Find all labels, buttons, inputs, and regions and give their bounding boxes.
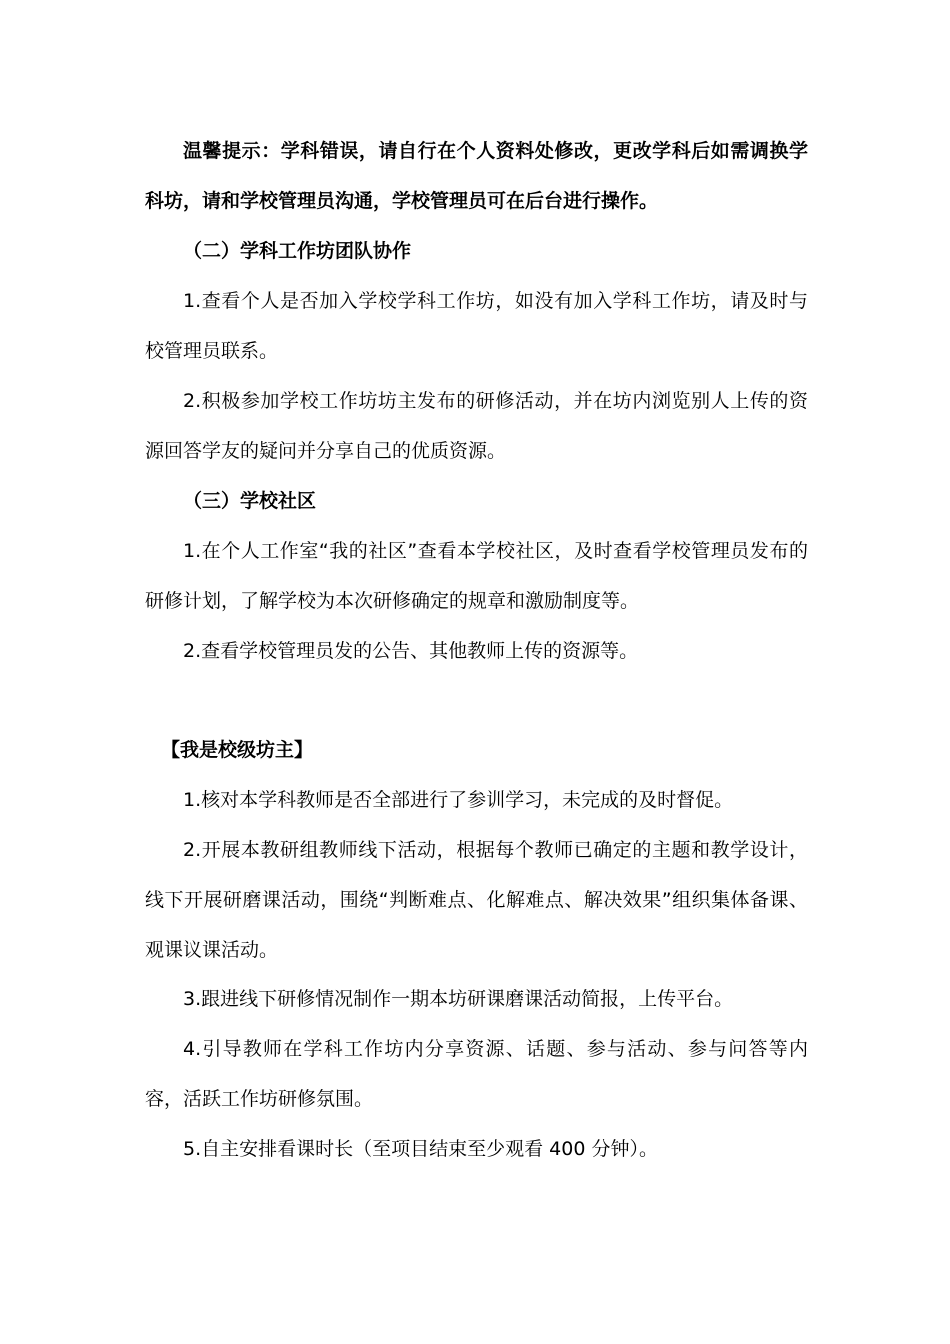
section2-paragraph-2: 2.积极参加学校工作坊坊主发布的研修活动，并在坊内浏览别人上传的资源回答学友的疑问并分享自己的优质资源。 bbox=[145, 390, 808, 462]
section3-paragraph-2: 2.查看学校管理员发的公告、其他教师上传的资源等。 bbox=[183, 640, 639, 662]
role-paragraph-4: 4.引导教师在学科工作坊内分享资源、话题、参与活动、参与问答等内容，活跃工作坊研修氛围。 bbox=[145, 1038, 808, 1110]
section2-paragraph-1: 1.查看个人是否加入学校学科工作坊，如没有加入学科工作坊，请及时与校管理员联系。 bbox=[145, 290, 808, 362]
section2-heading: （二）学科工作坊团队协作 bbox=[183, 240, 412, 262]
role-heading: 【我是校级坊主】 bbox=[161, 739, 314, 761]
tip-paragraph: 温馨提示：学科错误，请自行在个人资料处修改，更改学科后如需调换学科坊，请和学校管理员沟通，学校管理员可在后台进行操作。 bbox=[145, 140, 808, 212]
section3-paragraph-1: 1.在个人工作室“我的社区”查看本学校社区，及时查看学校管理员发布的研修计划，了解学校为本次研修确定的规章和激励制度等。 bbox=[145, 540, 808, 612]
role-paragraph-2: 2.开展本教研组教师线下活动，根据每个教师已确定的主题和教学设计，线下开展研磨课活动，围绕“判断难点、化解难点、解决效果”组织集体备课、观课议课活动。 bbox=[145, 839, 808, 961]
section3-heading: （三）学校社区 bbox=[183, 490, 317, 512]
role-paragraph-5: 5.自主安排看课时长（至项目结束至少观看 400 分钟）。 bbox=[183, 1138, 658, 1160]
role-paragraph-1: 1.核对本学科教师是否全部进行了参训学习，未完成的及时督促。 bbox=[183, 789, 734, 811]
role-paragraph-3: 3.跟进线下研修情况制作一期本坊研课磨课活动简报，上传平台。 bbox=[183, 988, 734, 1010]
